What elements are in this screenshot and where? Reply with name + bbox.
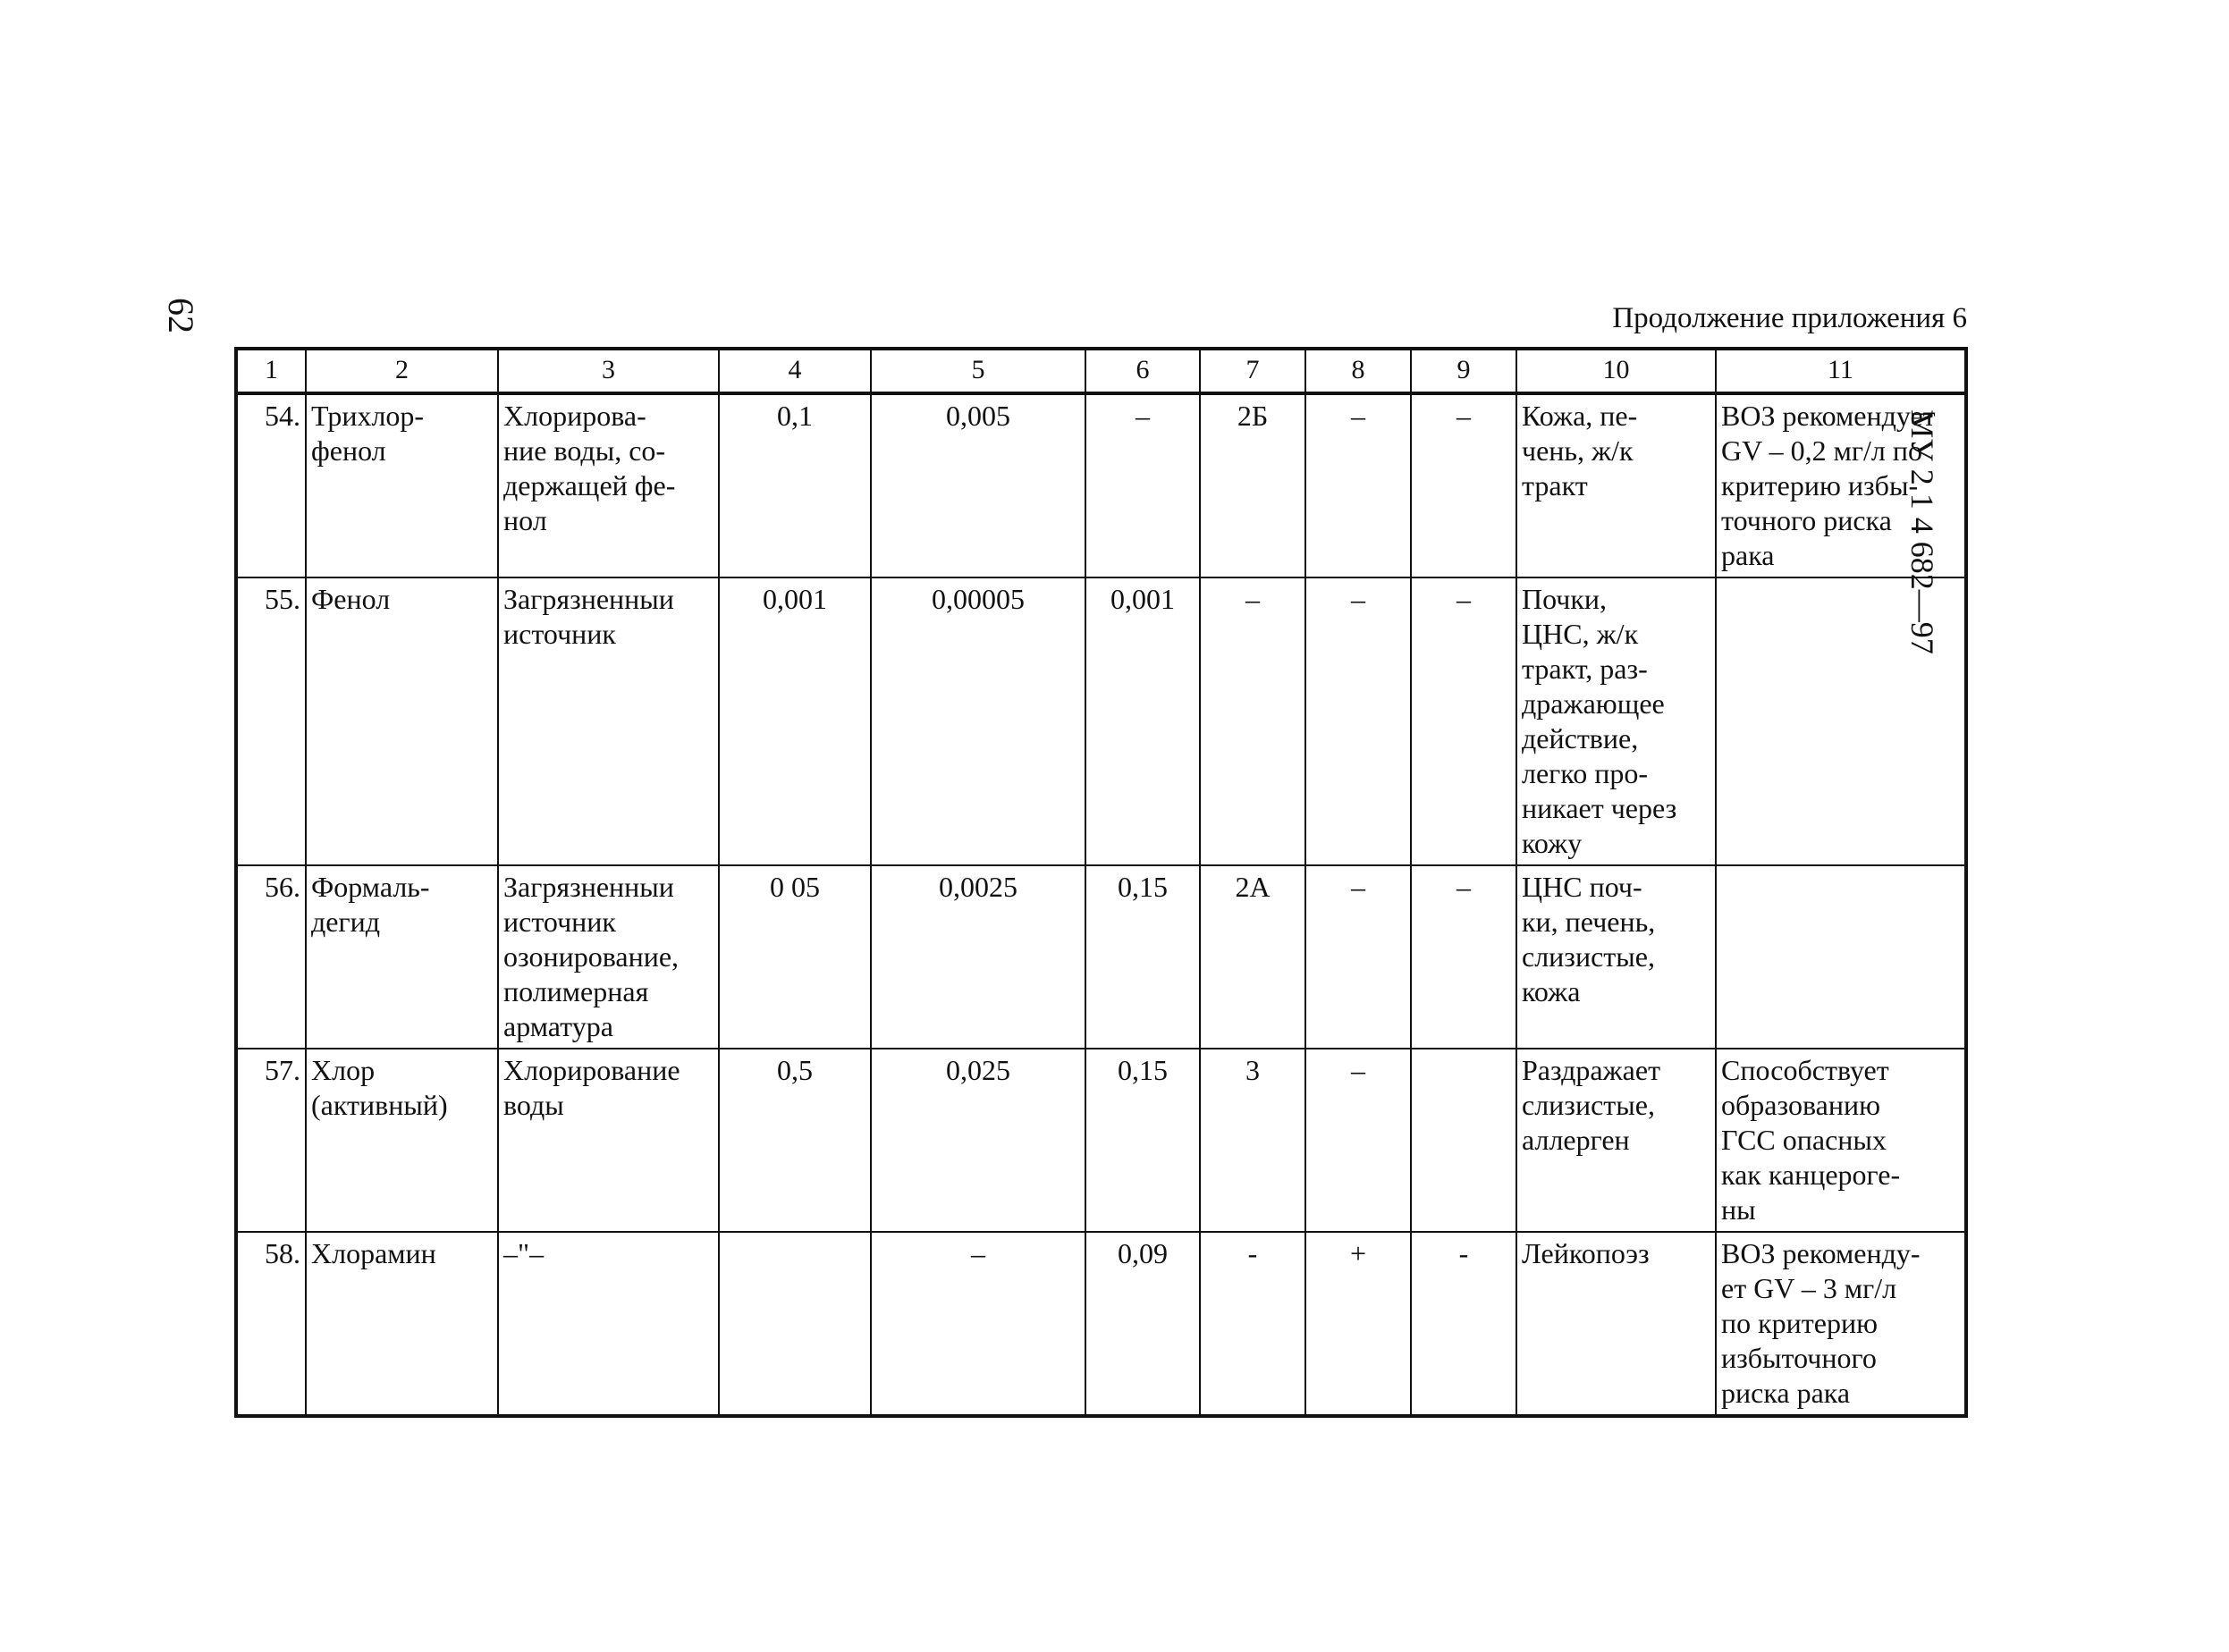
notes-cell <box>1716 393 1966 577</box>
header-cell-4: 4 <box>719 349 871 393</box>
source-cell <box>498 393 719 577</box>
continuation-label: Продолжение приложения 6 <box>1612 302 1967 334</box>
effects-cell-line: Почки, <box>1522 583 1608 615</box>
source-cell-line: источник <box>503 618 616 650</box>
effects-cell-line: ЦНС, ж/к <box>1522 618 1639 650</box>
appendix-table <box>234 347 1968 1418</box>
source-cell-line: Хлорирование <box>503 1054 680 1086</box>
effects-cell-line: слизистые, <box>1522 940 1655 973</box>
header-cell-9: 9 <box>1411 349 1516 393</box>
source-cell-line: полимерная <box>503 975 649 1007</box>
source-cell-line: арматура <box>503 1010 613 1042</box>
value-cell-9: – <box>1411 865 1516 1049</box>
value-cell-9: - <box>1411 1232 1516 1416</box>
notes-cell-line: ВОЗ рекомендует <box>1721 400 1936 432</box>
substance-name-cell-line: Хлор <box>311 1054 376 1086</box>
effects-cell-line: слизистые, <box>1522 1089 1655 1121</box>
notes-cell-line: избыточного <box>1721 1342 1877 1374</box>
value-cell-4: 0 05 <box>719 865 871 1049</box>
header-cell-6: 6 <box>1085 349 1200 393</box>
effects-cell-line: аллерген <box>1522 1124 1630 1156</box>
notes-cell-line: по критерию <box>1721 1307 1879 1339</box>
value-cell-6: 0,15 <box>1085 1049 1200 1232</box>
effects-cell <box>1516 865 1716 1049</box>
effects-cell-line: кожа <box>1522 975 1581 1007</box>
effects-cell-line: чень, ж/к <box>1522 434 1634 467</box>
effects-cell-line: дражающее <box>1522 687 1665 720</box>
effects-cell-line: никает через <box>1522 792 1677 824</box>
value-cell-5: 0,005 <box>871 393 1085 577</box>
value-cell-7: – <box>1200 577 1305 865</box>
value-cell-4: 0,1 <box>719 393 871 577</box>
source-cell-line: источник <box>503 906 616 938</box>
source-cell-line: нол <box>503 504 547 536</box>
substance-name-cell-line: (активный) <box>311 1089 448 1121</box>
source-cell-line: воды <box>503 1089 564 1121</box>
header-cell-2: 2 <box>306 349 498 393</box>
header-cell-8: 8 <box>1305 349 1411 393</box>
effects-cell-line: ЦНС поч- <box>1522 871 1642 903</box>
value-cell-5: 0,00005 <box>871 577 1085 865</box>
notes-cell-line: критерию избы- <box>1721 469 1919 502</box>
value-cell-5: 0,025 <box>871 1049 1085 1232</box>
notes-cell-line: точного риска <box>1721 504 1892 536</box>
source-cell-line: ние воды, со- <box>503 434 666 467</box>
source-cell-line: –"– <box>503 1237 545 1269</box>
value-cell-4: 0,001 <box>719 577 871 865</box>
source-cell <box>498 577 719 865</box>
source-cell <box>498 1049 719 1232</box>
effects-cell-line: действие, <box>1522 722 1639 754</box>
substance-name-cell <box>306 1049 498 1232</box>
substance-name-cell <box>306 865 498 1049</box>
notes-cell <box>1716 577 1966 865</box>
source-cell <box>498 1232 719 1416</box>
value-cell-5: 0,0025 <box>871 865 1085 1049</box>
substance-name-cell <box>306 1232 498 1416</box>
substance-name-cell <box>306 577 498 865</box>
source-cell-line: держащей фе- <box>503 469 676 502</box>
notes-cell <box>1716 865 1966 1049</box>
substance-name-cell-line: фенол <box>311 434 386 467</box>
value-cell-9: – <box>1411 577 1516 865</box>
notes-cell <box>1716 1232 1966 1416</box>
notes-cell <box>1716 1049 1966 1232</box>
effects-cell-line: легко про- <box>1522 757 1648 789</box>
value-cell-9 <box>1411 1049 1516 1232</box>
substance-name-cell-line: Формаль- <box>311 871 430 903</box>
effects-cell-line: тракт, раз- <box>1522 653 1648 685</box>
effects-cell-line: тракт <box>1522 469 1588 502</box>
substance-name-cell-line: Трихлор- <box>311 400 425 432</box>
table-row <box>236 1232 1966 1416</box>
effects-cell-line: Кожа, пе- <box>1522 400 1638 432</box>
notes-cell-line: ГСС опасных <box>1721 1124 1887 1156</box>
effects-cell <box>1516 1232 1716 1416</box>
value-cell-8: – <box>1305 1049 1411 1232</box>
substance-name-cell-line: Хлорамин <box>311 1237 436 1269</box>
value-cell-8: – <box>1305 577 1411 865</box>
table-row <box>236 865 1966 1049</box>
notes-cell-line: как канцероге- <box>1721 1159 1901 1191</box>
row-number-cell: 55. <box>236 577 306 865</box>
notes-cell-line: Способствует <box>1721 1054 1889 1086</box>
value-cell-5: – <box>871 1232 1085 1416</box>
effects-cell-line: кожу <box>1522 827 1583 859</box>
header-cell-5: 5 <box>871 349 1085 393</box>
value-cell-6: – <box>1085 393 1200 577</box>
effects-cell <box>1516 577 1716 865</box>
effects-cell-line: ки, печень, <box>1522 906 1656 938</box>
source-cell-line: Загрязненныи <box>503 583 674 615</box>
effects-cell-line: Раздражает <box>1522 1054 1661 1086</box>
notes-cell-line: образованию <box>1721 1089 1880 1121</box>
value-cell-7: 2Б <box>1200 393 1305 577</box>
notes-cell-line: ет GV – 3 мг/л <box>1721 1272 1897 1304</box>
header-cell-3: 3 <box>498 349 719 393</box>
notes-cell-line: GV – 0,2 мг/л по <box>1721 434 1922 467</box>
effects-cell <box>1516 1049 1716 1232</box>
notes-cell-line: риска рака <box>1721 1377 1851 1409</box>
value-cell-8: – <box>1305 865 1411 1049</box>
header-cell-7: 7 <box>1200 349 1305 393</box>
value-cell-6: 0,001 <box>1085 577 1200 865</box>
value-cell-8: – <box>1305 393 1411 577</box>
value-cell-7: 3 <box>1200 1049 1305 1232</box>
header-cell-10: 10 <box>1516 349 1716 393</box>
row-number-cell: 56. <box>236 865 306 1049</box>
header-row <box>236 349 1966 393</box>
value-cell-7: - <box>1200 1232 1305 1416</box>
source-cell-line: Загрязненныи <box>503 871 674 903</box>
value-cell-4 <box>719 1232 871 1416</box>
table-row <box>236 577 1966 865</box>
value-cell-9: – <box>1411 393 1516 577</box>
row-number-cell: 58. <box>236 1232 306 1416</box>
notes-cell-line: ны <box>1721 1193 1756 1226</box>
value-cell-7: 2А <box>1200 865 1305 1049</box>
notes-cell-line: ВОЗ рекоменду- <box>1721 1237 1921 1269</box>
notes-cell-line: рака <box>1721 539 1775 571</box>
table-row <box>236 393 1966 577</box>
source-cell-line: озонирование, <box>503 940 680 973</box>
header-cell-1: 1 <box>236 349 306 393</box>
effects-cell <box>1516 393 1716 577</box>
value-cell-6: 0,15 <box>1085 865 1200 1049</box>
header-cell-11: 11 <box>1716 349 1966 393</box>
value-cell-4: 0,5 <box>719 1049 871 1232</box>
row-number-cell: 54. <box>236 393 306 577</box>
substance-name-cell-line: дегид <box>311 906 381 938</box>
table-row <box>236 1049 1966 1232</box>
document-code: МУ 2 1 4 682—97 <box>1904 409 1940 654</box>
page-number: 62 <box>161 298 201 333</box>
effects-cell-line: Лейкопоэз <box>1522 1237 1650 1269</box>
substance-name-cell <box>306 393 498 577</box>
value-cell-6: 0,09 <box>1085 1232 1200 1416</box>
substance-name-cell-line: Фенол <box>311 583 391 615</box>
source-cell-line: Хлорирова- <box>503 400 646 432</box>
row-number-cell: 57. <box>236 1049 306 1232</box>
value-cell-8: + <box>1305 1232 1411 1416</box>
source-cell <box>498 865 719 1049</box>
